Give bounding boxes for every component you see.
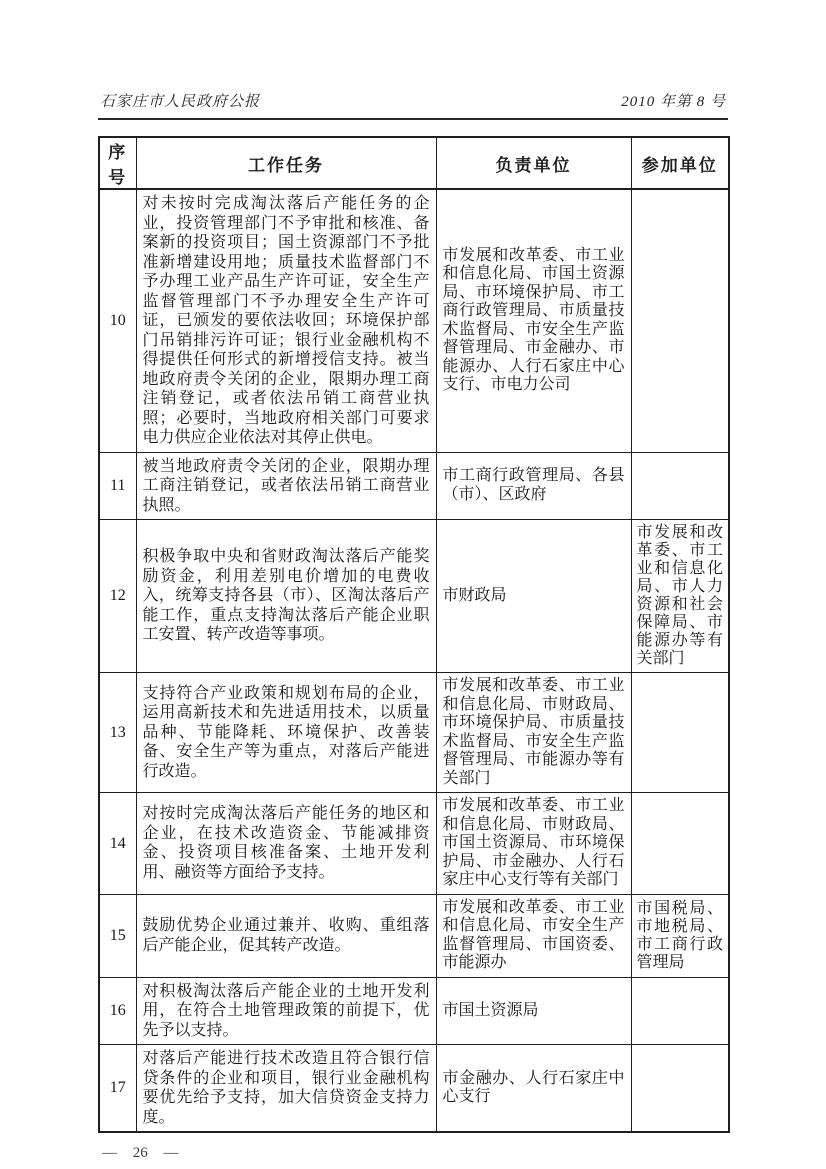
- responsible-cell: 市发展和改革委、市工业和信息化局、市财政局、市环境保护局、市质量技术监督局、市安全生产监督管理局、市能源办等有关部门: [436, 673, 631, 793]
- participants-cell: 市国税局、市地税局、市工商行政管理局: [631, 894, 729, 977]
- participants-cell: 市发展和改革委、市工业和信息化局、市人力资源和社会保障局、市能源办等有关部门: [631, 520, 729, 673]
- task-cell: 积极争取中央和省财政淘汰落后产能奖励资金，利用差别电价增加的电费收入，统筹支持各县（市）、区淘汰落后产能工作，重点支持淘汰落后产能企业职工安置、转产改造等事项。: [136, 520, 436, 673]
- page-number: — 26 —: [102, 1145, 179, 1161]
- task-cell: 对落后产能进行技术改造且符合银行信贷条件的企业和项目，银行业金融机构要优先给予支持，加大信贷资金支持力度。: [136, 1045, 436, 1133]
- participants-cell: [631, 977, 729, 1045]
- participants-cell: [631, 793, 729, 895]
- row-number: 12: [99, 520, 136, 673]
- participants-cell: [631, 189, 729, 452]
- row-number: 16: [99, 977, 136, 1045]
- task-cell: 对按时完成淘汰落后产能任务的地区和企业，在技术改造资金、节能减排资金、投资项目核准备案、土地开发利用、融资等方面给予支持。: [136, 793, 436, 895]
- responsible-cell: 市工商行政管理局、各县（市）、区政府: [436, 452, 631, 520]
- table-row: [99, 452, 729, 520]
- responsible-cell: 市金融办、人行石家庄中心支行: [436, 1045, 631, 1133]
- table-row: [99, 520, 729, 673]
- column-header-participants: 参加单位: [631, 137, 729, 189]
- task-cell: 对未按时完成淘汰落后产能任务的企业，投资管理部门不予审批和核准、备案新的投资项目；国土资源部门不予批准新增建设用地；质量技术监督部门不予办理工业产品生产许可证，安全生产监督管理部门不予办理安全生产许可证，已颁发的要依法收回；环境保护部门吊销排污许可证；银行业金融机构不得提供任何形式的新增授信支持。被当地政府责令关闭的企业，限期办理工商注销登记，或者依法吊销工商营业执照；必要时，当地政府相关部门可要求电力供应企业依法对其停止供电。: [136, 189, 436, 452]
- gazette-page: [98, 90, 728, 1162]
- task-cell: 支持符合产业政策和规划布局的企业，运用高新技术和先进适用技术，以质量品种、节能降耗、环境保护、改善装备、安全生产等为重点，对落后产能进行改造。: [136, 673, 436, 793]
- responsible-cell: 市发展和改革委、市工业和信息化局、市财政局、市国土资源局、市环境保护局、市金融办、人行石家庄中心支行等有关部门: [436, 793, 631, 895]
- table-row: [99, 977, 729, 1045]
- responsible-cell: 市发展和改革委、市工业和信息化局、市安全生产监督管理局、市国资委、市能源办: [436, 894, 631, 977]
- column-header-task: 工作任务: [136, 137, 436, 189]
- page-header: [98, 90, 728, 111]
- table-row: [99, 189, 729, 452]
- task-cell: 被当地政府责令关闭的企业，限期办理工商注销登记，或者依法吊销工商营业执照。: [136, 452, 436, 520]
- task-cell: 对积极淘汰落后产能企业的土地开发利用，在符合土地管理政策的前提下，优先予以支持。: [136, 977, 436, 1045]
- participants-cell: [631, 1045, 729, 1133]
- column-header-no: 序号: [99, 137, 136, 189]
- participants-cell: [631, 673, 729, 793]
- task-table: [98, 136, 730, 1133]
- row-number: 17: [99, 1045, 136, 1133]
- row-number: 13: [99, 673, 136, 793]
- table-row: [99, 1045, 729, 1133]
- issue-number: 2010 年第 8 号: [621, 94, 726, 110]
- participants-cell: [631, 452, 729, 520]
- table-header-row: [99, 137, 729, 189]
- task-cell: 鼓励优势企业通过兼并、收购、重组落后产能企业，促其转产改造。: [136, 894, 436, 977]
- row-number: 10: [99, 189, 136, 452]
- table-row: [99, 894, 729, 977]
- table-row: [99, 793, 729, 895]
- table-row: [99, 673, 729, 793]
- publication-title: 石家庄市人民政府公报: [100, 94, 261, 110]
- responsible-cell: 市国土资源局: [436, 977, 631, 1045]
- header-rule: [98, 118, 728, 120]
- responsible-cell: 市财政局: [436, 520, 631, 673]
- responsible-cell: 市发展和改革委、市工业和信息化局、市国土资源局、市环境保护局、市工商行政管理局、市质量技术监督局、市安全生产监督管理局、市金融办、市能源办、人行石家庄中心支行、市电力公司: [436, 189, 631, 452]
- row-number: 11: [99, 452, 136, 520]
- row-number: 14: [99, 793, 136, 895]
- row-number: 15: [99, 894, 136, 977]
- column-header-responsible: 负责单位: [436, 137, 631, 189]
